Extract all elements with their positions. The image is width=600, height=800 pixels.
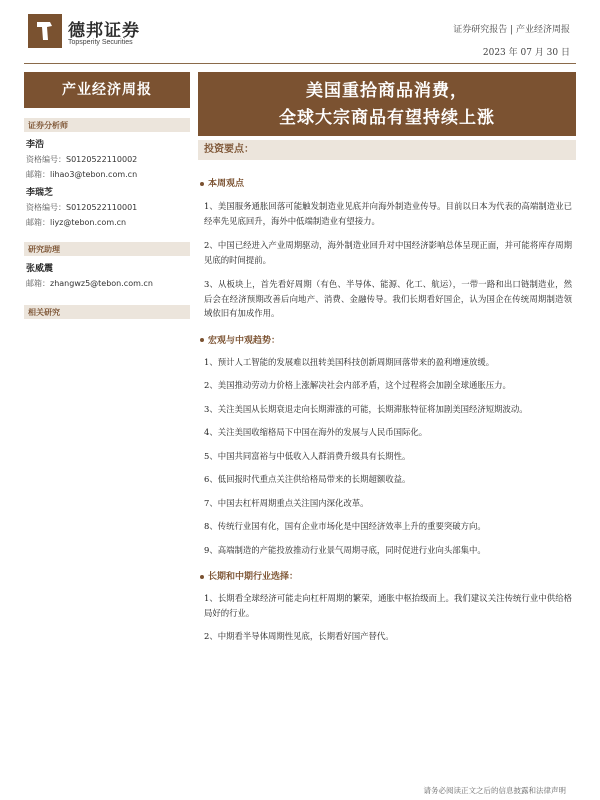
analyst-cert: 资格编号：S0120522110001 — [26, 203, 138, 212]
analyst-name: 李浩 — [26, 140, 45, 150]
tebon-logo-icon — [28, 14, 62, 48]
paragraph: 1、长期看全球经济可能走向杠杆周期的繁荣，通胀中枢抬级而上。我们建议关注传统行业中供给格局好的行业。 — [204, 593, 572, 618]
side-banner: 产业经济周报 — [24, 72, 190, 108]
section-title: 长期和中期行业选择： — [198, 569, 576, 582]
paragraph: 1、美国服务通胀回落可能触发制造业见底并向海外制造业传导。目前以日本为代表的高端制造业已经率先见底回升，海外中低端制造业有望接力。 — [204, 201, 572, 226]
paragraph: 3、关注美国从长期衰退走向长期滞涨的可能，长期滞胀特征将加剧美国经济短期波动。 — [204, 403, 528, 414]
report-type: 证券研究报告 | 产业经济周报 — [453, 25, 570, 35]
main-content — [198, 140, 576, 644]
assistant-email[interactable]: 邮箱：zhangwz5@tebon.com.cn — [26, 279, 153, 288]
section-title: 本周观点 — [198, 176, 576, 189]
title-line-2: 全球大宗商品有望持续上涨 — [279, 108, 495, 128]
bullet-icon — [200, 182, 204, 186]
bullet-icon — [200, 338, 204, 342]
page-header — [0, 0, 600, 68]
logo-english-name: Topsperity Securities — [68, 39, 133, 46]
paragraph: 2、中期看半导体周期性见底，长期看好国产替代。 — [204, 631, 394, 641]
header-divider — [24, 63, 576, 64]
paragraph: 3、从板块上，首先看好周期（有色、半导体、能源、化工、航运），一带一路和出口链制造业，然后会在经济预期改善后向地产、消费、金融传导。我们长期看好国企，认为国企在传统周期制造领域依旧有加成作用。 — [204, 279, 572, 318]
related-research-heading: 相关研究 — [24, 305, 190, 319]
bullet-icon — [200, 575, 204, 579]
paragraph: 2、美国推动劳动力价格上涨解决社会内部矛盾，这个过程将会加剧全球通胀压力。 — [204, 380, 511, 390]
logo-name: 德邦证券 — [68, 21, 140, 41]
analyst-heading: 证券分析师 — [24, 118, 190, 132]
analyst-email[interactable]: 邮箱：liyz@tebon.com.cn — [26, 218, 127, 227]
sidebar — [24, 118, 190, 319]
disclaimer-footer: 请务必阅读正文之后的信息披露和法律声明 — [423, 786, 566, 795]
analyst-cert: 资格编号：S0120522110002 — [26, 155, 138, 164]
paragraph: 8、传统行业国有化，国有企业市场化是中国经济效率上升的重要突破方向。 — [204, 521, 486, 531]
section-title: 宏观与中观趋势： — [198, 333, 576, 346]
paragraph: 1、预计人工智能的发展难以扭转美国科技创新周期回落带来的盈利增速放缓。 — [204, 356, 495, 367]
report-date: 2023 年 07 月 30 日 — [482, 48, 570, 58]
paragraph: 4、关注美国收缩格局下中国在海外的发展与人民币国际化。 — [204, 427, 428, 437]
paragraph: 2、中国已经进入产业周期驱动，海外制造业回升对中国经济影响总体呈现正面，并可能将库存周期见底的时间提前。 — [204, 240, 572, 265]
paragraph: 9、高端制造的产能投放推动行业景气周期寻底，同时促进行业向头部集中。 — [204, 544, 486, 555]
analyst-email[interactable]: 邮箱：lihao3@tebon.com.cn — [26, 170, 138, 179]
paragraph: 6、低回报时代重点关注供给格局带来的长期超额收益。 — [204, 474, 411, 484]
title-line-1: 美国重拾商品消费， — [306, 81, 468, 101]
assistant-heading: 研究助理 — [24, 242, 190, 256]
key-points-heading: 投资要点： — [198, 140, 576, 160]
paragraph: 7、中国去杠杆周期重点关注国内深化改革。 — [204, 497, 369, 508]
report-title — [198, 72, 576, 136]
paragraph: 5、中国共同富裕与中低收入人群消费升级具有长期性。 — [204, 450, 411, 461]
analyst-name: 李瑞芝 — [26, 188, 54, 198]
assistant-name: 张威震 — [26, 264, 54, 274]
